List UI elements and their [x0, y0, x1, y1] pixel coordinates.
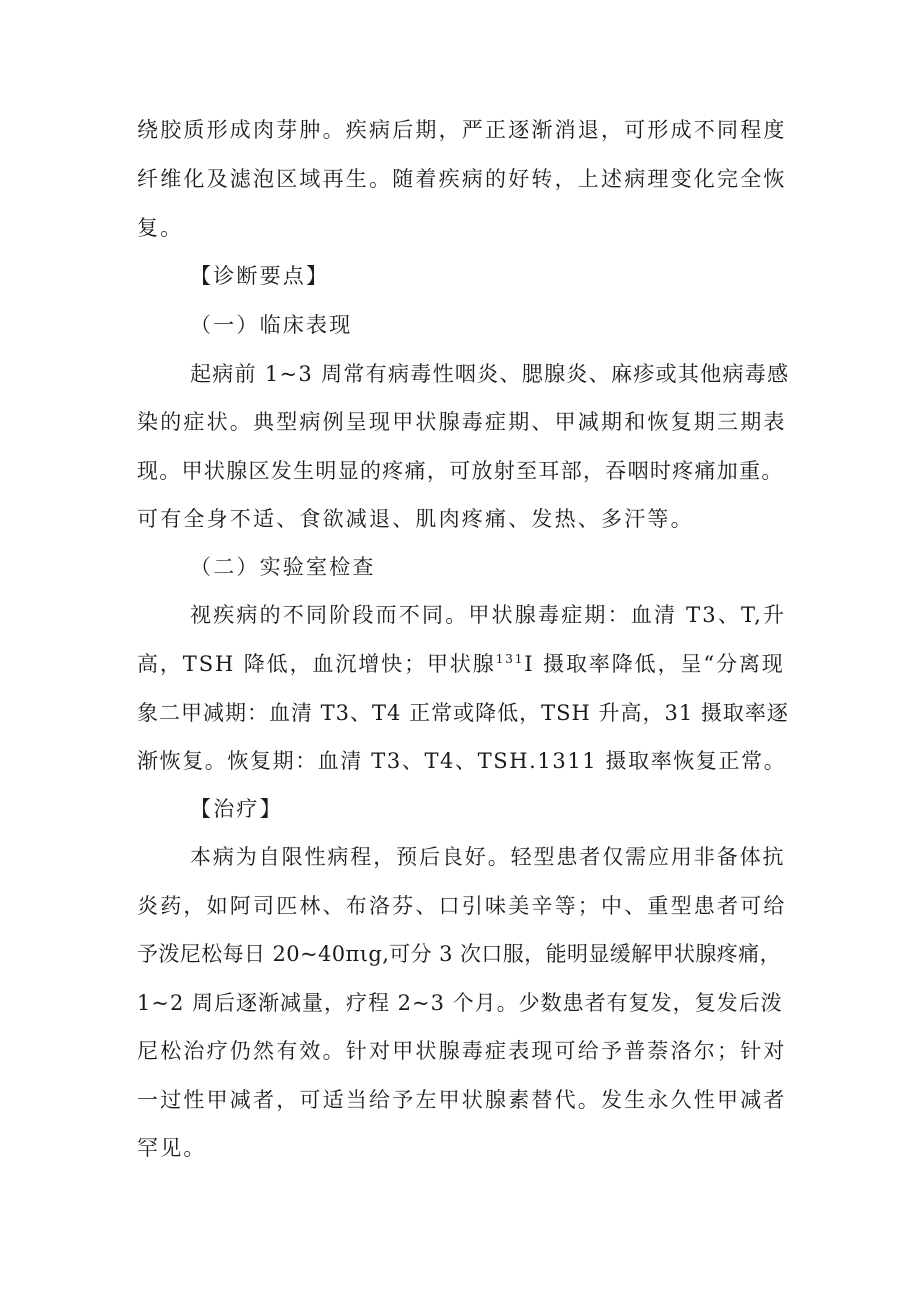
text-line-18: 罕见。	[137, 1136, 207, 1160]
section-heading-treatment: 【治疗】	[190, 797, 283, 821]
section-heading-diagnosis: 【诊断要点】	[190, 264, 330, 288]
text-line-8: 视疾病的不同阶段而不同。甲状腺毒症期：血清 T3、T,升	[190, 603, 787, 627]
text-line-13: 炎药，如阿司匹林、布洛芬、口引味美辛等；中、重型患者可给	[137, 894, 787, 918]
text-line-14: 予泼尼松每日 20~40πιg,可分 3 次口服，能明显缓解甲状腺疼痛，	[137, 942, 781, 966]
text-line-2: 纤维化及滤泡区域再生。随着疾病的好转，上述病理变化完全恢	[137, 167, 787, 191]
text-line-9	[137, 650, 785, 678]
text-line-5: 染的症状。典型病例呈现甲状腺毒症期、甲减期和恢复期三期表	[137, 410, 787, 434]
text-line-9-part-b: I 摄取率降低，呈“分离现	[524, 652, 785, 676]
text-line-4: 起病前 1~3 周常有病毒性咽炎、腮腺炎、麻疹或其他病毒感	[190, 362, 790, 386]
text-line-12: 本病为自限性病程，预后良好。轻型患者仅需应用非备体抗	[190, 845, 786, 869]
subsection-heading-lab: （二）实验室检查	[190, 555, 376, 579]
subsection-heading-clinical: （一）临床表现	[190, 313, 353, 337]
isotope-superscript: 131	[495, 652, 525, 666]
text-line-10: 象二甲减期：血清 T3、T4 正常或降低，TSH 升高，31 摄取率逐	[137, 701, 789, 725]
text-line-17: 一过性甲减者，可适当给予左甲状腺素替代。发生永久性甲减者	[137, 1088, 787, 1112]
text-line-3: 复。	[137, 216, 184, 240]
text-line-11: 渐恢复。恢复期：血清 T3、T4、TSH.1311 摄取率恢复正常。	[137, 749, 787, 773]
text-line-1: 绕胶质形成肉芽肿。疾病后期，严正逐渐消退，可形成不同程度	[137, 118, 787, 142]
text-line-9-part-a: 高，TSH 降低，血沉增快；甲状腺	[137, 652, 496, 676]
text-line-16: 尼松治疗仍然有效。针对甲状腺毒症表现可给予普萘洛尔；针对	[137, 1039, 787, 1063]
text-line-6: 现。甲状腺区发生明显的疼痛，可放射至耳部，吞咽时疼痛加重。	[137, 459, 784, 483]
text-line-15: 1~2 周后逐渐减量，疗程 2~3 个月。少数患者有复发，复发后泼	[137, 991, 783, 1015]
text-line-7: 可有全身不适、食欲减退、肌肉疼痛、发热、多汗等。	[137, 507, 694, 531]
